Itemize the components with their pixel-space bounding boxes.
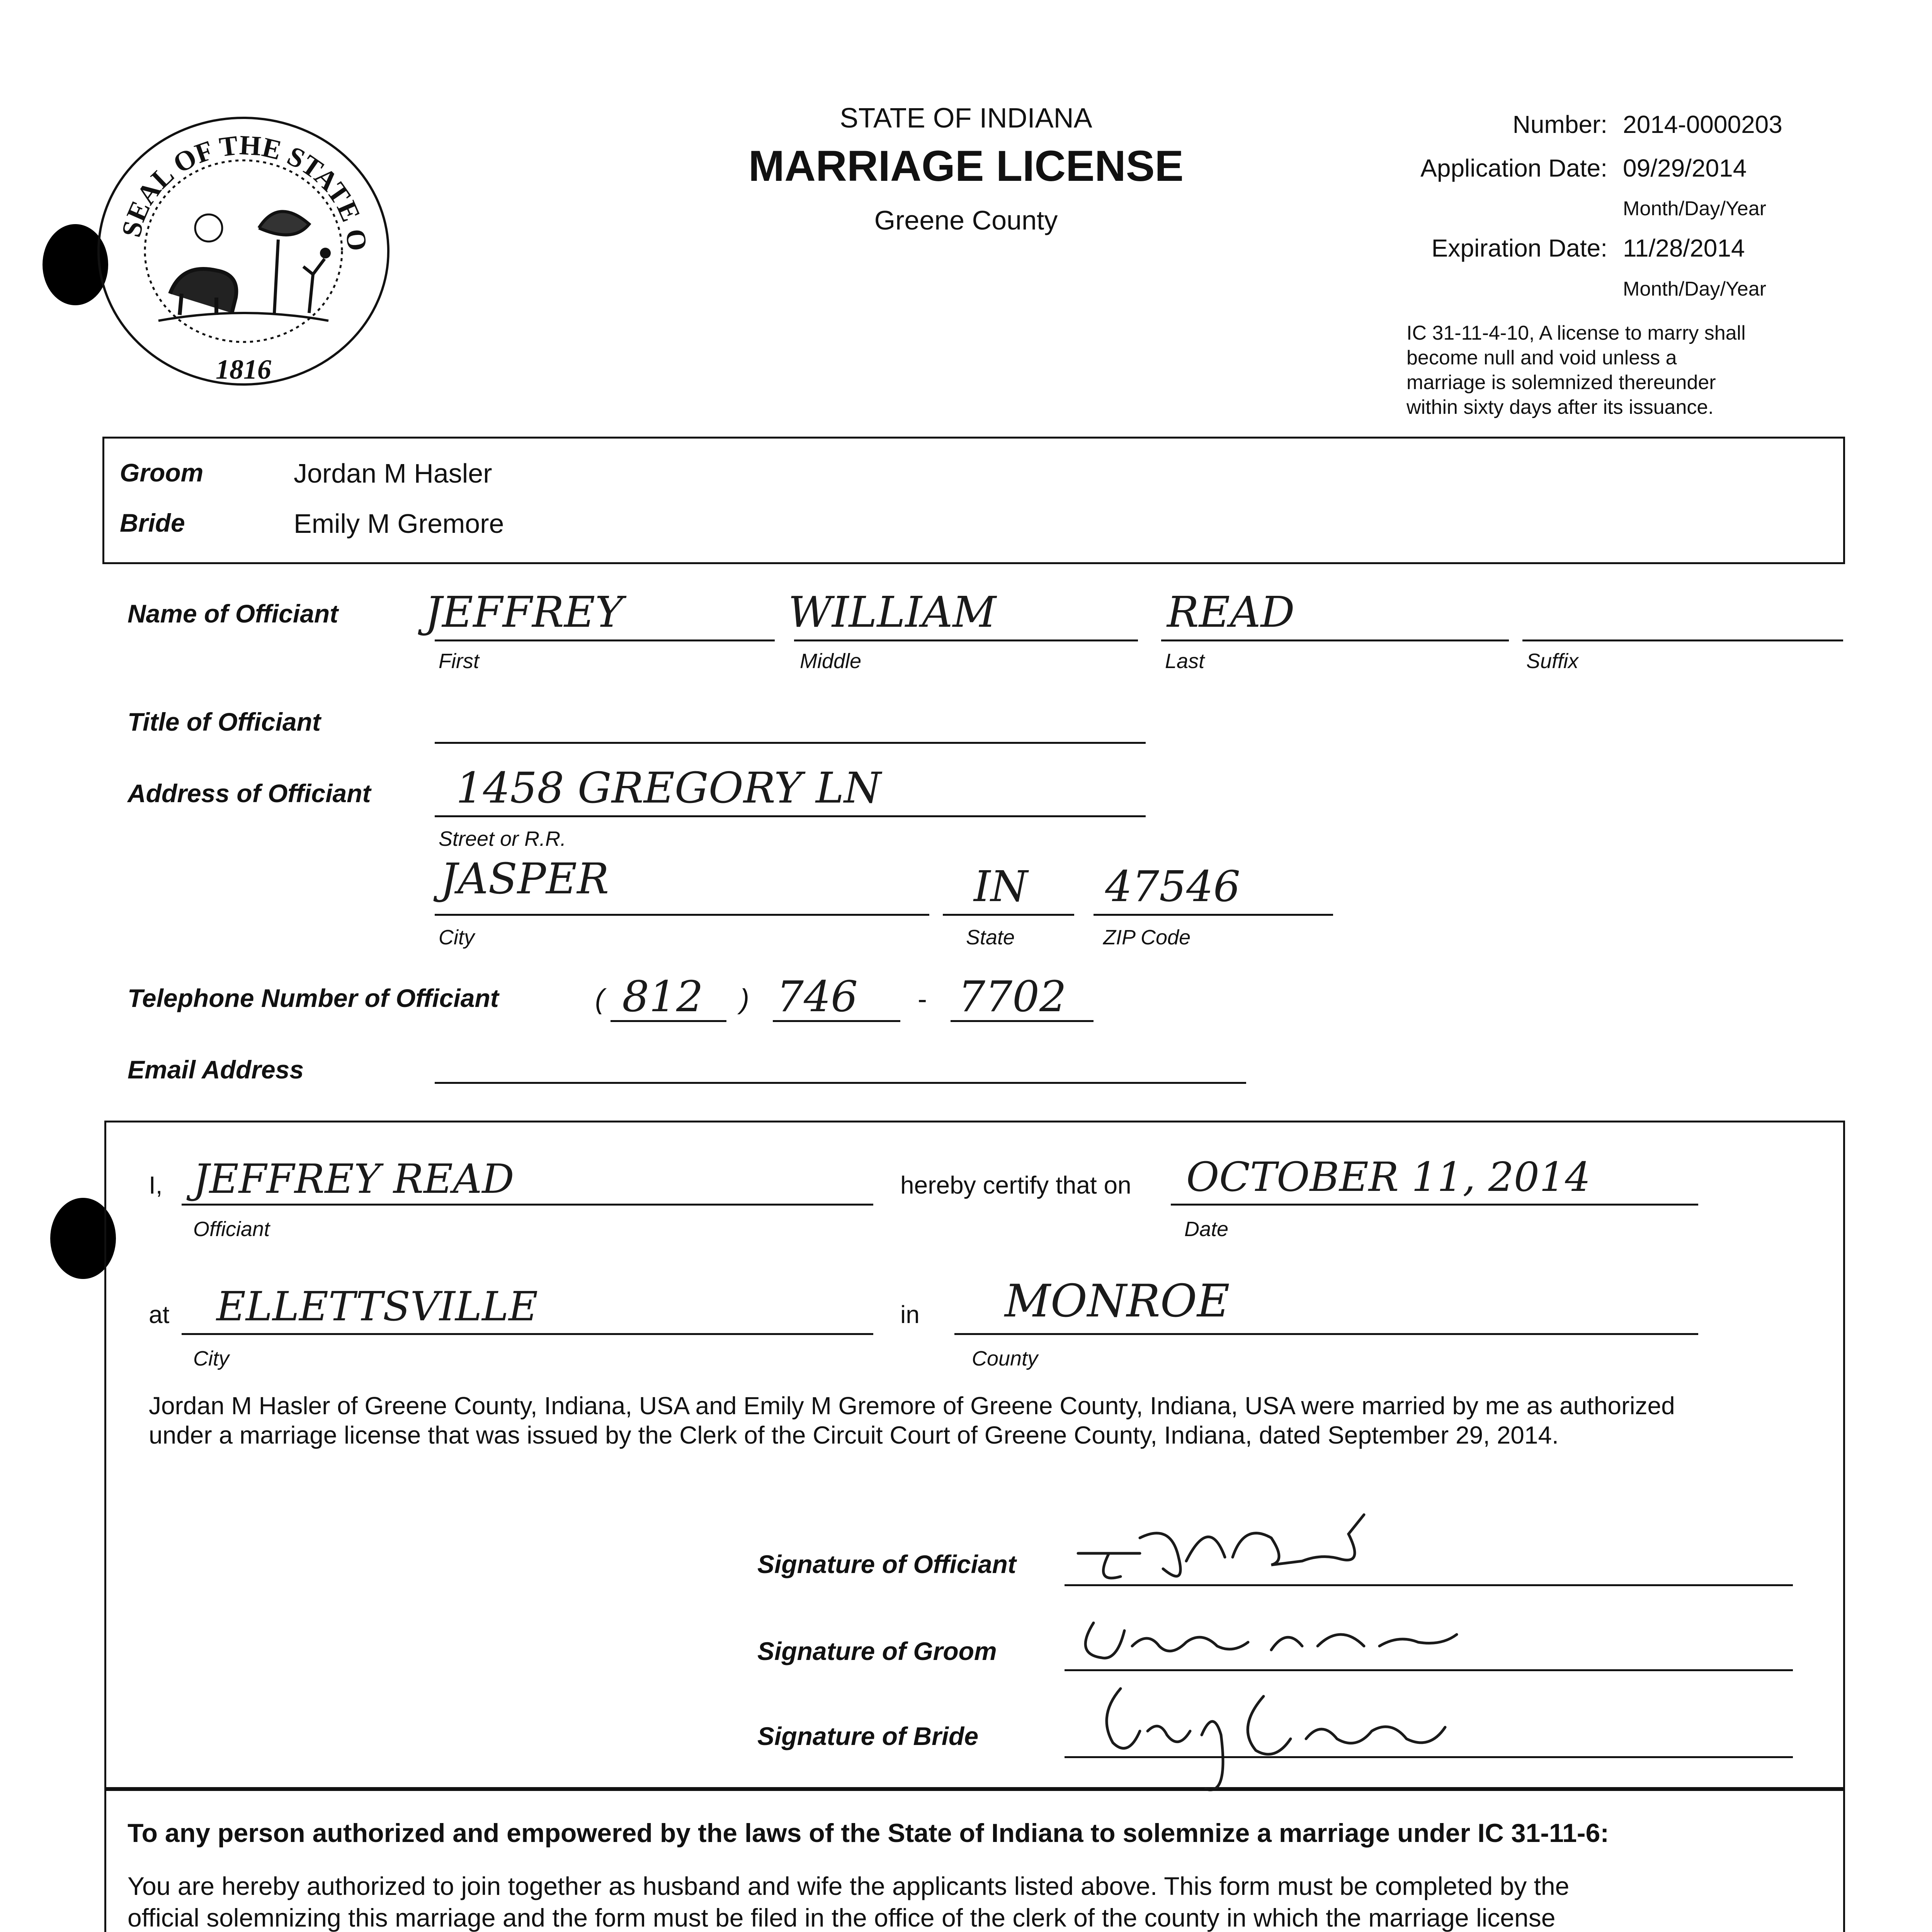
at-label: at <box>149 1301 170 1328</box>
marriage-county-line <box>954 1333 1698 1335</box>
marriage-county-caption: County <box>972 1347 1038 1370</box>
date-format-hint: Month/Day/Year <box>1623 278 1766 300</box>
middle-caption: Middle <box>800 650 862 673</box>
first-caption: First <box>439 650 479 673</box>
certification-statement <box>149 1391 1675 1450</box>
groom-label: Groom <box>120 458 204 487</box>
email-line <box>435 1082 1246 1084</box>
authorization-line: official solemnizing this marriage and the form must be filed in the office of the clerk of the county in which the marriage license <box>128 1903 1556 1932</box>
state-line <box>943 914 1074 916</box>
officiant-street: 1458 GREGORY LN <box>456 763 881 813</box>
middle-name-line <box>794 639 1138 641</box>
seal-top-text: SEAL OF THE STATE O <box>116 129 373 253</box>
bride-signature-line <box>1065 1756 1793 1758</box>
expiration-notice <box>1406 321 1746 420</box>
title-line <box>435 742 1146 744</box>
city-caption: City <box>439 926 474 949</box>
expiration-date-label: Expiration Date: <box>1431 234 1607 262</box>
signature-of-bride-label: Signature of Bride <box>757 1722 979 1750</box>
bride-label: Bride <box>120 509 185 537</box>
officiant-signature-line <box>1065 1584 1793 1586</box>
phone-open-paren: ( <box>595 984 604 1015</box>
area-code-line <box>611 1020 726 1022</box>
signature-of-officiant-label: Signature of Officiant <box>757 1550 1016 1578</box>
officiant-signature <box>1070 1499 1426 1592</box>
number-label: Number: <box>1512 111 1607 138</box>
bride-signature <box>1090 1673 1476 1801</box>
statement-line: under a marriage license that was issued by the Clerk of the Circuit Court of Greene County, Indiana, dated September 29, 2014. <box>149 1421 1559 1449</box>
officiant-zip: 47546 <box>1105 862 1240 911</box>
suffix-line <box>1522 639 1843 641</box>
marriage-city: ELLETTSVILLE <box>216 1283 538 1330</box>
state-heading: STATE OF INDIANA <box>840 103 1092 134</box>
svg-text:SEAL OF THE STATE OF INDIANA <box>93 112 373 252</box>
suffix-caption: Suffix <box>1526 650 1579 673</box>
expiration-date: 11/28/2014 <box>1623 234 1745 262</box>
phone-close-paren: ) <box>740 984 749 1015</box>
officiant-first-name: JEFFREY <box>425 587 623 637</box>
certify-text: hereby certify that on <box>900 1171 1131 1199</box>
officiant-line <box>182 1204 873 1206</box>
notice-line: within sixty days after its issuance. <box>1406 396 1714 418</box>
officiant-state: IN <box>974 862 1028 911</box>
telephone-label: Telephone Number of Officiant <box>128 984 499 1012</box>
marriage-county: MONROE <box>1005 1275 1230 1327</box>
i-label: I, <box>149 1171 163 1199</box>
date-line <box>1171 1204 1698 1206</box>
notice-line: become null and void unless a <box>1406 347 1677 369</box>
bride-name: Emily M Gremore <box>294 509 504 539</box>
certification-box <box>104 1121 1845 1789</box>
groom-signature <box>1070 1600 1495 1677</box>
state-seal <box>93 112 394 390</box>
application-date: 09/29/2014 <box>1623 154 1747 182</box>
last-name-line <box>1161 639 1509 641</box>
seal-year: 1816 <box>216 354 271 385</box>
title-of-officiant-label: Title of Officiant <box>128 707 321 736</box>
email-label: Email Address <box>128 1055 304 1084</box>
date-caption: Date <box>1184 1218 1229 1241</box>
marriage-date: OCTOBER 11, 2014 <box>1186 1153 1591 1201</box>
county-heading: Greene County <box>874 205 1058 235</box>
phone-area-code: 812 <box>622 972 703 1021</box>
authorization-line: You are hereby authorized to join together as husband and wife the applicants listed above. This form must be completed by the <box>128 1872 1570 1900</box>
marriage-city-caption: City <box>193 1347 229 1370</box>
notice-line: IC 31-11-4-10, A license to marry shall <box>1406 322 1746 344</box>
state-caption: State <box>966 926 1015 949</box>
license-title: MARRIAGE LICENSE <box>748 142 1184 190</box>
notice-line: marriage is solemnized thereunder <box>1406 371 1716 394</box>
address-of-officiant-label: Address of Officiant <box>128 779 371 808</box>
certifying-officiant-name: JEFFREY READ <box>193 1155 514 1202</box>
parties-box <box>102 437 1845 564</box>
groom-name: Jordan M Hasler <box>294 458 492 488</box>
street-caption: Street or R.R. <box>439 827 566 850</box>
in-label: in <box>900 1301 920 1328</box>
authorization-body <box>128 1870 1569 1932</box>
date-format-hint: Month/Day/Year <box>1623 197 1766 220</box>
officiant-city: JASPER <box>440 854 609 903</box>
license-number: 2014-0000203 <box>1623 111 1782 138</box>
first-name-line <box>435 639 775 641</box>
zip-caption: ZIP Code <box>1103 926 1191 949</box>
signature-of-groom-label: Signature of Groom <box>757 1637 997 1665</box>
street-line <box>435 815 1146 817</box>
phone-dash: - <box>918 984 927 1015</box>
zip-line <box>1094 914 1333 916</box>
statement-line: Jordan M Hasler of Greene County, Indiana, USA and Emily M Gremore of Greene County, Indiana, USA were married by me as authorized <box>149 1392 1675 1420</box>
phone-line-number: 7702 <box>958 972 1066 1021</box>
city-line <box>435 914 929 916</box>
officiant-last-name: READ <box>1167 587 1295 637</box>
officiant-caption: Officiant <box>193 1218 270 1241</box>
officiant-name-label: Name of Officiant <box>128 599 338 628</box>
officiant-middle-name: WILLIAM <box>788 587 997 637</box>
prefix-line <box>773 1020 900 1022</box>
line-number-line <box>951 1020 1094 1022</box>
phone-prefix: 746 <box>777 972 858 1021</box>
marriage-city-line <box>182 1333 873 1335</box>
application-date-label: Application Date: <box>1420 154 1607 182</box>
authorization-heading: To any person authorized and empowered by the laws of the State of Indiana to solemnize a marriage under IC 31-11-6: <box>128 1818 1609 1848</box>
last-caption: Last <box>1165 650 1205 673</box>
seal-icon <box>93 112 394 390</box>
groom-signature-line <box>1065 1669 1793 1671</box>
